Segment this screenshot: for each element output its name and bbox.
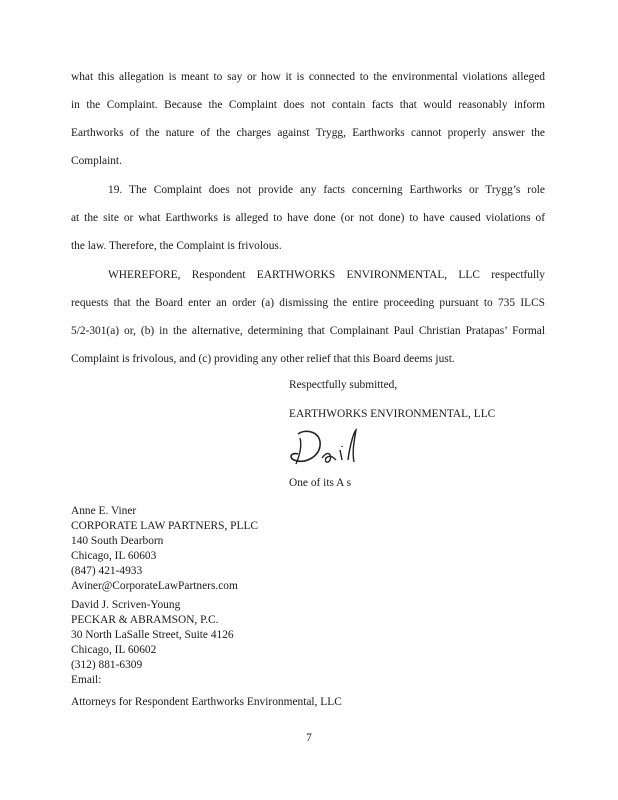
firm-name: EARTHWORKS ENVIRONMENTAL, LLC bbox=[289, 408, 496, 420]
counsel-firm: CORPORATE LAW PARTNERS, PLLC bbox=[71, 520, 259, 532]
closing: Respectfully submitted, bbox=[289, 379, 398, 391]
page-number: 7 bbox=[306, 732, 312, 744]
body-line: Earthworks of the nature of the charges against Trygg, Earthworks cannot properly answer the bbox=[71, 127, 545, 139]
counsel-name: Anne E. Viner bbox=[71, 505, 137, 517]
counsel-address: 140 South Dearborn bbox=[71, 535, 164, 547]
counsel-block-1 bbox=[71, 504, 258, 594]
handwritten-signature bbox=[284, 424, 374, 474]
signer-line: One of its A s bbox=[289, 477, 352, 489]
body-line: the law. Therefore, the Complaint is frivolous. bbox=[71, 240, 282, 252]
counsel-city: Chicago, IL 60602 bbox=[71, 644, 157, 656]
counsel-firm: PECKAR & ABRAMSON, P.C. bbox=[71, 614, 219, 626]
body-line: what this allegation is meant to say or how it is connected to the environmental violations alleged bbox=[71, 71, 545, 83]
body-line: Complaint is frivolous, and (c) providing any other relief that this Board deems just. bbox=[71, 353, 455, 365]
body-line: Complaint. bbox=[71, 155, 122, 167]
body-line: at the site or what Earthworks is alleged to have done (or not done) to have caused violations of bbox=[71, 212, 545, 224]
counsel-phone: (847) 421-4933 bbox=[71, 565, 143, 577]
counsel-email: Aviner@CorporateLawPartners.com bbox=[71, 580, 238, 592]
body-line: requests that the Board enter an order (a) dismissing the entire proceeding pursuant to 735 ILCS bbox=[71, 297, 545, 309]
wherefore-first-line: WHEREFORE, Respondent EARTHWORKS ENVIRONMENTAL, LLC respectfully bbox=[108, 269, 545, 281]
paragraph-19-first-line: 19. The Complaint does not provide any facts concerning Earthworks or Trygg’s role bbox=[108, 184, 545, 196]
counsel-address: 30 North LaSalle Street, Suite 4126 bbox=[71, 629, 234, 641]
counsel-city: Chicago, IL 60603 bbox=[71, 550, 157, 562]
counsel-email: Email: bbox=[71, 674, 102, 686]
counsel-phone: (312) 881-6309 bbox=[71, 659, 143, 671]
attorneys-for: Attorneys for Respondent Earthworks Environmental, LLC bbox=[71, 696, 342, 708]
body-line: in the Complaint. Because the Complaint does not contain facts that would reasonably inform bbox=[71, 99, 545, 111]
body-line: 5/2-301(a) or, (b) in the alternative, determining that Complainant Paul Christian Pratapas’ Formal bbox=[71, 325, 545, 337]
counsel-name: David J. Scriven-Young bbox=[71, 599, 181, 611]
counsel-block-2 bbox=[71, 598, 234, 688]
